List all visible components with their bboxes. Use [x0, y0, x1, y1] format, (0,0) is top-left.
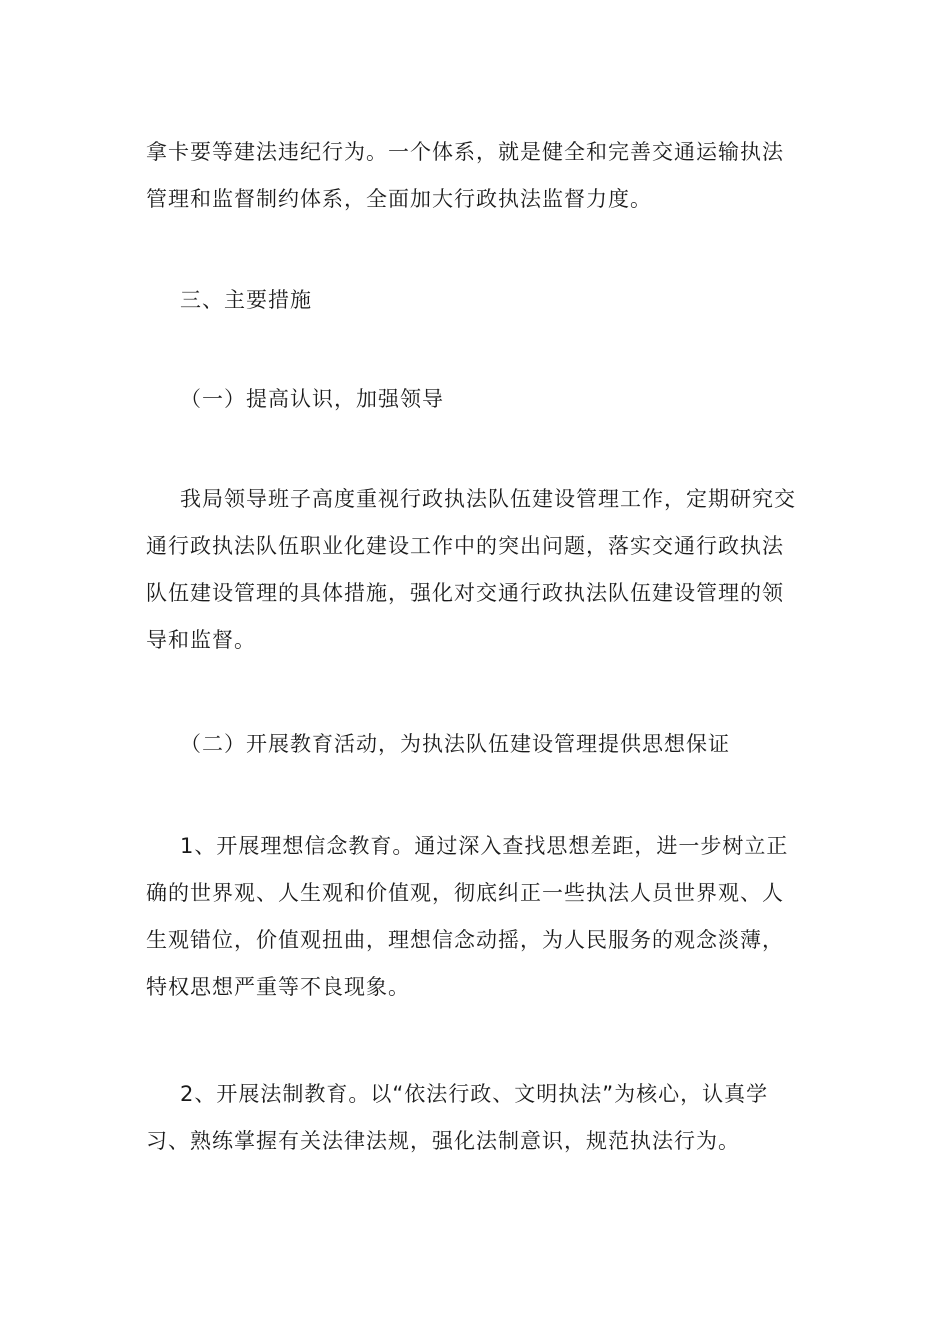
heading-text: （二）开展教育活动，为执法队伍建设管理提供思想保证 [180, 732, 730, 756]
text-line: 队伍建设管理的具体措施，强化对交通行政执法队伍建设管理的领 [146, 581, 784, 605]
text-line: 特权思想严重等不良现象。 [146, 975, 410, 999]
subsection-heading-1 [146, 376, 806, 423]
text-line: 拿卡要等建法违纪行为。一个体系，就是健全和完善交通运输执法 [146, 140, 784, 164]
text-line: 我局领导班子高度重视行政执法队伍建设管理工作，定期研究交 [180, 487, 796, 511]
text-line: 2、开展法制教育。以“依法行政、文明执法”为核心，认真学 [180, 1082, 769, 1106]
paragraph-leadership [146, 476, 806, 664]
heading-text: 三、主要措施 [180, 288, 312, 312]
text-line: 导和监督。 [146, 628, 256, 652]
subsection-heading-2 [146, 721, 806, 768]
text-line: 习、熟练掌握有关法律法规，强化法制意识，规范执法行为。 [146, 1129, 740, 1153]
heading-text: （一）提高认识，加强领导 [180, 387, 444, 411]
text-line: 通行政执法队伍职业化建设工作中的突出问题，落实交通行政执法 [146, 534, 784, 558]
paragraph-continuation [146, 129, 806, 223]
paragraph-legal-education [146, 1071, 806, 1165]
section-heading-main-measures [146, 277, 806, 324]
text-line: 确的世界观、人生观和价值观，彻底纠正一些执法人员世界观、人 [146, 881, 784, 905]
paragraph-ideals-education [146, 823, 806, 1011]
text-line: 1、开展理想信念教育。通过深入查找思想差距，进一步树立正 [180, 834, 789, 858]
text-line: 生观错位，价值观扭曲，理想信念动摇，为人民服务的观念淡薄， [146, 928, 784, 952]
text-line: 管理和监督制约体系，全面加大行政执法监督力度。 [146, 187, 652, 211]
